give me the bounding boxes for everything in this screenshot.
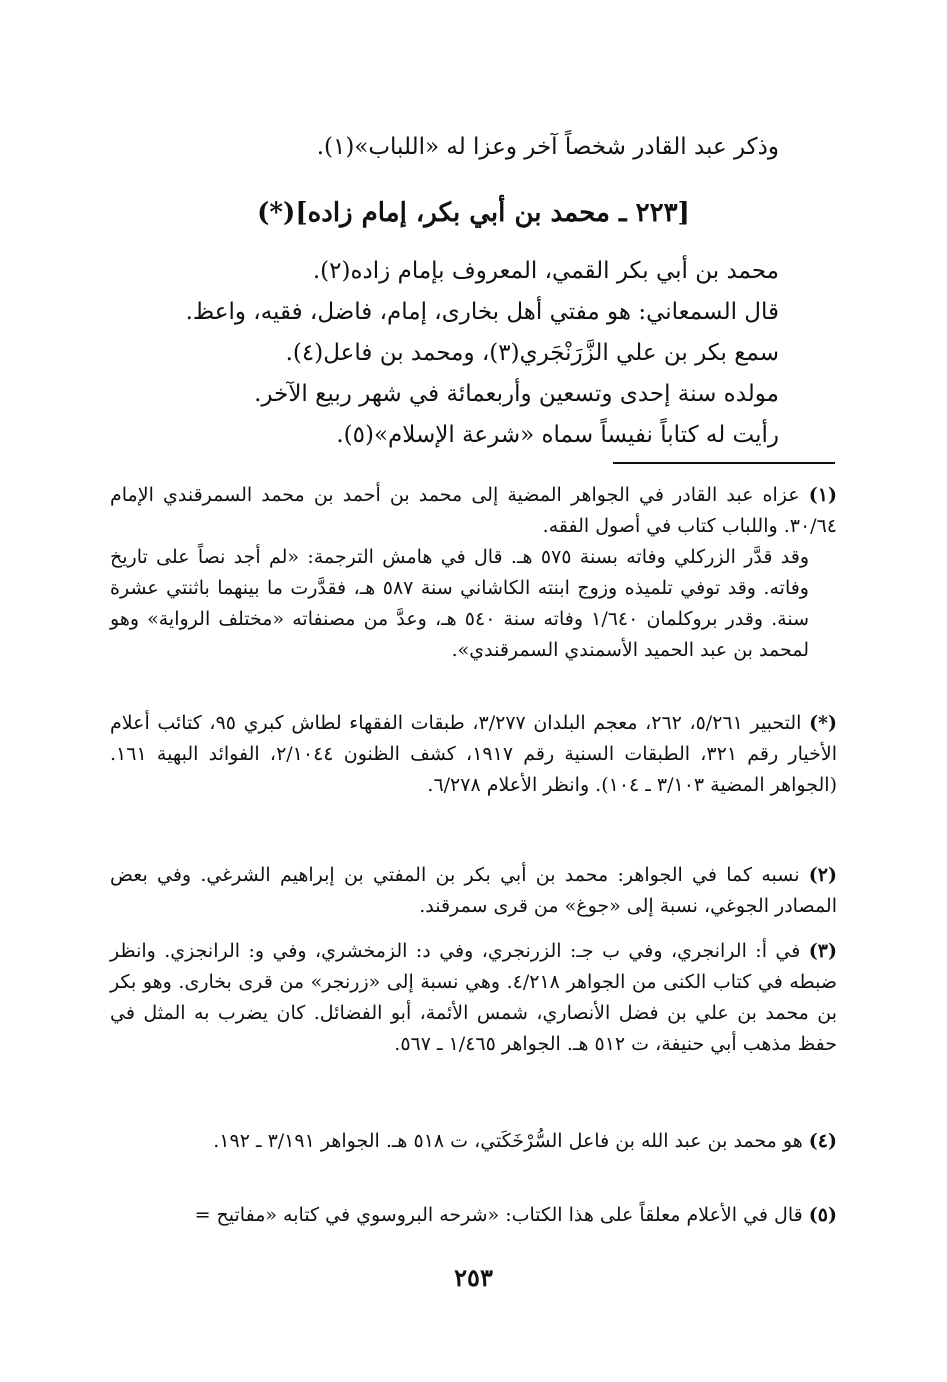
- footnote-number: (١): [808, 484, 837, 506]
- entry-line: رأيت له كتاباً نفيساً سماه «شرعة الإسلام»(٥).: [336, 422, 779, 448]
- page-number: ٢٥٣: [454, 1263, 493, 1292]
- footnote-text: نسبه كما في الجواهر: محمد بن أبي بكر بن المفتي بن إبراهيم الشرغي. وفي بعض المصادر الجوغي، نسبة إلى «جوغ» من قرى سمرقند.: [110, 864, 837, 917]
- footnote-3: [110, 936, 837, 1060]
- footnote-text: في أ: الرانجري، وفي ب جـ: الزرنجري، وفي د: الزمخشري، وفي و: الرانجزي. وانظر ضبطه في كتاب الكنى من الجواهر ٤/٢١٨. وهي نسبة إلى «زرنجر» من قرى بخارى. وهو بكر بن محمد بن علي بن فضل الأنصاري، شمس الأئمة، أبو الفضائل. كان يضرب به المثل في حفظ مذهب أبي حنيفة، ت ٥١٢ هـ. الجواهر ١/٤٦٥ ـ ٥٦٧.: [110, 940, 838, 1055]
- footnote-1: [110, 480, 837, 666]
- entry-heading: [٢٢٣ ـ محمد بن أبي بكر، إمام زاده](*): [257, 198, 690, 228]
- footnote-number: (٣): [808, 940, 837, 962]
- footnote-text: هو محمد بن عبد الله بن فاعل السُّرْخَكَتي، ت ٥١٨ هـ. الجواهر ٣/١٩١ ـ ١٩٢.: [213, 1130, 803, 1152]
- footnote-4: [110, 1126, 837, 1157]
- footnote-5: [110, 1200, 837, 1231]
- entry-line: قال السمعاني: هو مفتي أهل بخارى، إمام، فاضل، فقيه، واعظ.: [185, 299, 779, 325]
- intro-line: وذكر عبد القادر شخصاً آخر وعزا له «اللباب»(١).: [316, 134, 779, 160]
- footnote-2: [110, 860, 837, 922]
- footnote-text: التحبير ٥/٢٦١، ٢٦٢، معجم البلدان ٣/٢٧٧، طبقات الفقهاء لطاش كبري ٩٥، كتائب أعلام الأخيار رقم ٣٢١، الطبقات السنية رقم ١٩١٧، كشف الظنون ٢/١٠٤٤، الفوائد البهية ١٦١. (الجواهر المضية ٣/١٠٣ ـ ١٠٤). وانظر الأعلام ٦/٢٧٨.: [110, 712, 837, 796]
- entry-line: مولده سنة إحدى وتسعين وأربعمائة في شهر ربيع الآخر.: [254, 381, 779, 407]
- footnote-number: (٢): [808, 864, 837, 886]
- footnote-number: (٤): [808, 1130, 837, 1152]
- footnote-number: (*): [809, 712, 837, 734]
- footnote-text: عزاه عبد القادر في الجواهر المضية إلى محمد بن أحمد بن محمد السمرقندي الإمام ٣٠/٦٤. واللباب كتاب في أصول الفقه.: [110, 484, 837, 537]
- entry-line: سمع بكر بن علي الزَّرَنْجَري(٣)، ومحمد بن فاعل(٤).: [285, 340, 779, 366]
- entry-line: محمد بن أبي بكر القمي، المعروف بإمام زاده(٢).: [312, 258, 779, 284]
- footnote-star: [110, 708, 837, 801]
- footnote-number: (٥): [808, 1204, 837, 1226]
- footnote-text: وقد قدَّر الزركلي وفاته بسنة ٥٧٥ هـ. قال في هامش الترجمة: «لم أجد نصاً على تاريخ وفاته. وقد توفي تلميذه وزوج ابنته الكاشاني سنة ٥٨٧ هـ، فقدَّرت ما بينهما باثنتي عشرة سنة. وقدر بروكلمان ١/٦٤٠ وفاته سنة ٥٤٠ هـ، وعدَّ من مصنفاته «مختلف الرواية» وهو لمحمد بن عبد الحميد الأسمندي السمرقندي».: [110, 546, 809, 661]
- footnote-text: قال في الأعلام معلقاً على هذا الكتاب: «شرحه البروسوي في كتابه «مفاتيح =: [194, 1204, 803, 1226]
- footnote-divider: [613, 462, 835, 464]
